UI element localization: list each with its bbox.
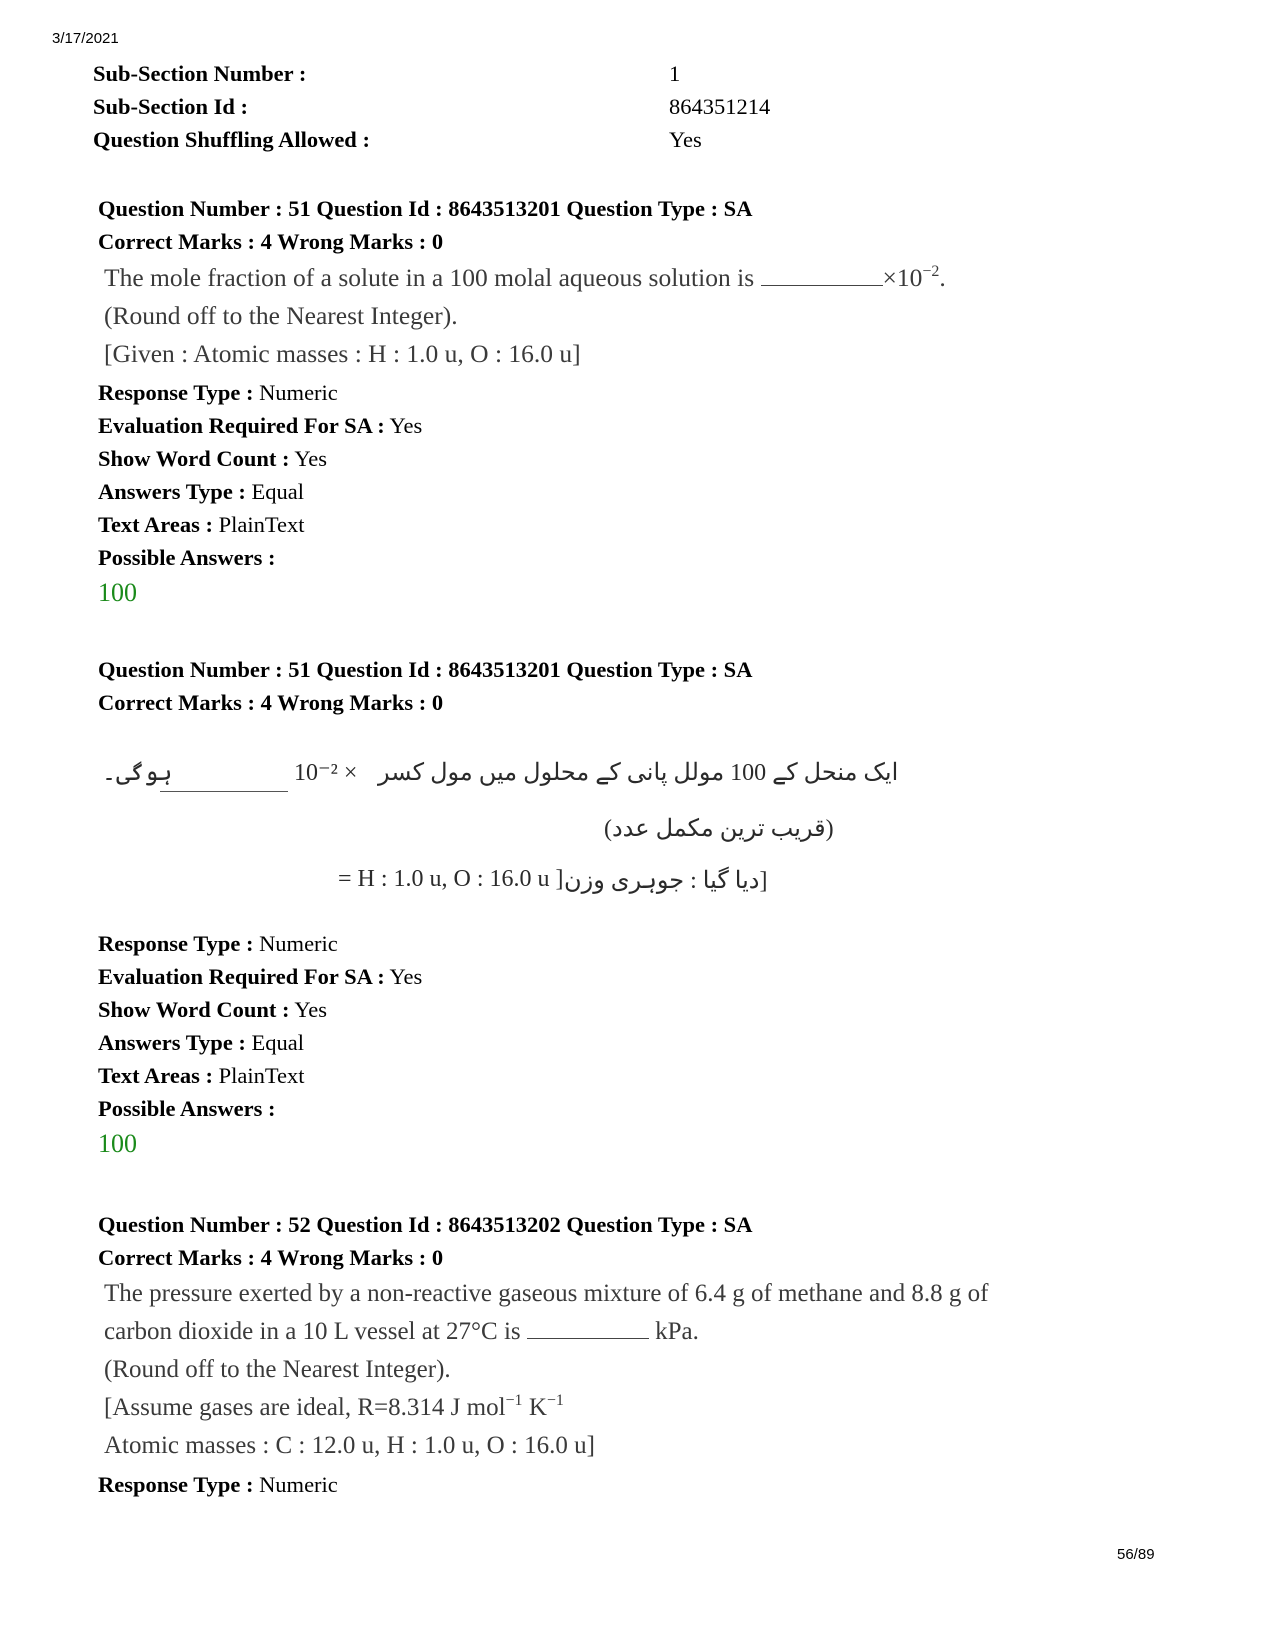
property-value: Numeric [259, 1472, 338, 1497]
property-value: Yes [389, 413, 423, 438]
property-key: Possible Answers : [98, 545, 276, 570]
property-key: Evaluation Required For SA : [98, 964, 385, 989]
question-stem [104, 1277, 1198, 1467]
property-key: Answers Type : [98, 1030, 246, 1055]
property-value: PlainText [218, 1063, 305, 1088]
stem-text: kPa. [655, 1318, 699, 1345]
subsection-id-value: 864351214 [669, 94, 771, 119]
subsection-id-row [93, 93, 771, 126]
property-row [98, 511, 1198, 544]
question-marks: Correct Marks : 4 Wrong Marks : 0 [98, 690, 444, 715]
property-row [98, 1471, 1198, 1504]
property-value: Yes [389, 964, 423, 989]
question-shuffling-value: Yes [669, 127, 702, 152]
stem-text: K [522, 1394, 547, 1421]
stem-text: ×10 [882, 263, 923, 292]
property-key: Response Type : [98, 380, 254, 405]
property-row [98, 478, 1198, 511]
question-marks: Correct Marks : 4 Wrong Marks : 0 [98, 229, 444, 254]
answer-blank [761, 269, 883, 286]
property-value: Numeric [259, 380, 338, 405]
question-marks: Correct Marks : 4 Wrong Marks : 0 [98, 1245, 444, 1270]
stem-line: (Round off to the Nearest Integer). [104, 301, 458, 330]
stem-line: [Given : Atomic masses : H : 1.0 u, O : 16.0 u] [104, 339, 581, 368]
urdu-stem-main: ایک منحل کے 100 مولل پانی کے محلول میں مول کسر [378, 760, 899, 786]
subsection-number-label: Sub-Section Number : [93, 61, 307, 86]
stem-text: carbon dioxide in a 10 L vessel at 27°C is [104, 1318, 521, 1345]
question-header: Question Number : 51 Question Id : 8643513201 Question Type : SA [98, 657, 753, 682]
property-row [98, 544, 1198, 577]
urdu-question-stem [98, 750, 1198, 920]
property-value: Numeric [259, 931, 338, 956]
question-header: Question Number : 51 Question Id : 8643513201 Question Type : SA [98, 196, 753, 221]
stem-line [104, 1391, 1198, 1429]
property-row [98, 1095, 1198, 1128]
property-key: Possible Answers : [98, 1096, 276, 1121]
answer-blank [160, 772, 288, 799]
property-row [98, 412, 1198, 445]
property-value: Yes [294, 997, 328, 1022]
urdu-stem-power: 10⁻² × [294, 760, 358, 786]
stem-line [104, 1315, 1198, 1353]
property-key: Text Areas : [98, 1063, 213, 1088]
property-value: Yes [294, 446, 328, 471]
property-key: Text Areas : [98, 512, 213, 537]
stem-line: Atomic masses : C : 12.0 u, H : 1.0 u, O : 16.0 u] [104, 1432, 595, 1459]
property-key: Response Type : [98, 931, 254, 956]
question-block-3 [98, 1211, 1198, 1504]
urdu-stem-end: ہوگی۔ [102, 760, 173, 786]
answer-blank [527, 1322, 649, 1339]
exponent: −1 [546, 1392, 564, 1409]
exponent: −2 [922, 263, 940, 280]
property-key: Response Type : [98, 1472, 254, 1497]
property-key: Show Word Count : [98, 446, 290, 471]
property-row [98, 963, 1198, 996]
question-block-2 [98, 656, 1198, 1164]
property-value: Equal [251, 1030, 305, 1055]
property-row [98, 1062, 1198, 1095]
property-key: Answers Type : [98, 479, 246, 504]
stem-line: (Round off to the Nearest Integer). [104, 1356, 451, 1383]
question-block-1 [98, 195, 1198, 613]
print-date: 3/17/2021 [52, 30, 119, 47]
property-row [98, 996, 1198, 1029]
property-key: Evaluation Required For SA : [98, 413, 385, 438]
property-key: Show Word Count : [98, 997, 290, 1022]
urdu-stem-rounding: (قریب ترین مکمل عدد) [604, 816, 834, 842]
subsection-number-row [93, 60, 681, 93]
urdu-given-values: = H : 1.0 u, O : 16.0 u ] [338, 866, 564, 892]
possible-answer: 100 [98, 1129, 137, 1158]
stem-text: . [939, 263, 946, 292]
stem-text: [Assume gases are ideal, R=8.314 J mol [104, 1394, 506, 1421]
stem-line [104, 261, 1198, 299]
exponent: −1 [505, 1392, 523, 1409]
stem-line: The pressure exerted by a non-reactive gaseous mixture of 6.4 g of methane and 8.8 g of [104, 1280, 989, 1307]
property-row [98, 1029, 1198, 1062]
subsection-info [93, 60, 771, 159]
property-row [98, 379, 1198, 412]
question-stem [104, 261, 1198, 375]
property-value: PlainText [218, 512, 305, 537]
property-value: Equal [251, 479, 305, 504]
question-header: Question Number : 52 Question Id : 8643513202 Question Type : SA [98, 1212, 753, 1237]
property-row [98, 930, 1198, 963]
property-row [98, 445, 1198, 478]
page-number: 56/89 [1117, 1546, 1155, 1563]
question-shuffling-label: Question Shuffling Allowed : [93, 127, 370, 152]
subsection-id-label: Sub-Section Id : [93, 94, 249, 119]
question-shuffling-row [93, 126, 702, 159]
stem-text: The mole fraction of a solute in a 100 molal aqueous solution is [104, 263, 755, 292]
urdu-given-label: [دیا گیا : جوہری وزن [564, 868, 768, 894]
possible-answer: 100 [98, 578, 137, 607]
subsection-number-value: 1 [669, 61, 681, 86]
